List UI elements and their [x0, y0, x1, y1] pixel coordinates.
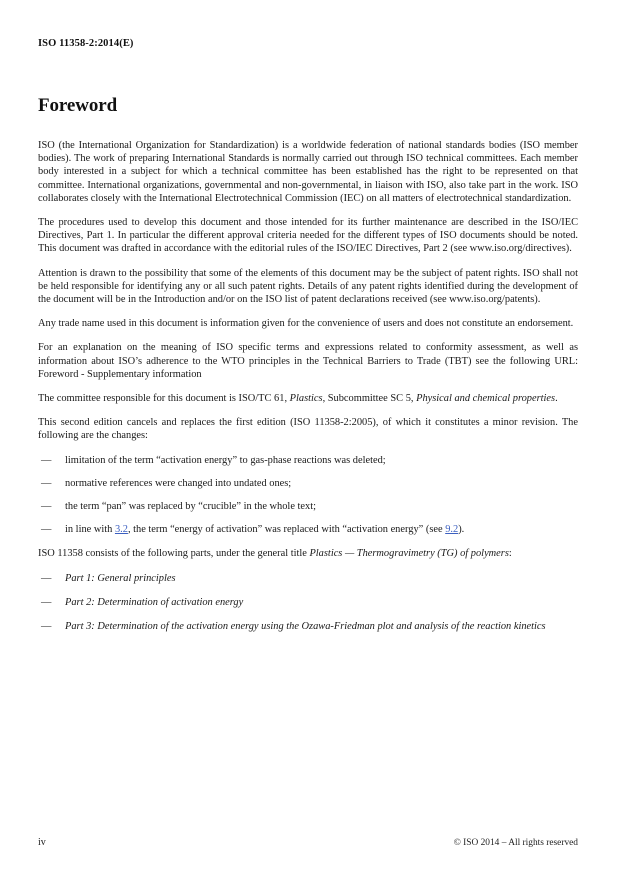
parts-intro-text-b: : — [508, 548, 512, 560]
dash-bullet-icon: — — [41, 477, 52, 489]
page-footer — [38, 837, 578, 848]
changes-list — [38, 454, 578, 537]
cross-reference-link-9-2[interactable]: 9.2 — [445, 524, 459, 536]
paragraph-parts-intro — [38, 547, 578, 560]
committee-italic-subcommittee-title: Physical and chemical properties — [416, 393, 556, 405]
page-number: iv — [38, 837, 46, 848]
cross-reference-link-3-2[interactable]: 3.2 — [114, 524, 128, 536]
paragraph-iso-description: ISO (the International Organization for Standardization) is a worldwide federation of national standards bodies (ISO member bodies). The work of preparing International Standards is normally carried out through ISO technical committees. Each member body interested in a subject for which a technical committee has been established has the right to be represented on that committee. International organizations, governmental and non-governmental, in liaison with ISO, also take part in the work. ISO collaborates closely with the International Electrotechnical Commission (IEC) on all matters of electrotechnical standardization. — [38, 140, 578, 204]
parts-intro-text-a: ISO 11358 consists of the following parts, under the general title — [38, 548, 310, 560]
change-item-text-before: in line with — [65, 524, 115, 536]
parts-intro-italic-series-title: Plastics — Thermogravimetry (TG) of polymers — [309, 548, 509, 560]
list-item — [38, 477, 578, 490]
change-item-text-mid: , the term “energy of activation” was replaced with “activation energy” (see — [127, 524, 446, 536]
paragraph-procedures: The procedures used to develop this document and those intended for its further maintenance are described in the ISO/IEC Directives, Part 1. In particular the different approval criteria needed for the different types of ISO documents should be noted. This document was drafted in accordance with the editorial rules of the ISO/IEC Directives, Part 2 (see www.iso.org/directives). — [38, 217, 578, 255]
dash-bullet-icon: — — [41, 524, 52, 536]
paragraph-trade-name: Any trade name used in this document is information given for the convenience of users and does not constitute an endorsement. — [38, 318, 574, 330]
committee-text-a: The committee responsible for this document is ISO/TC 61, — [38, 393, 290, 405]
running-head: ISO 11358-2:2014(E) — [38, 38, 134, 49]
paragraph-second-edition: This second edition cancels and replaces the first edition (ISO 11358-2:2005), of which it constitutes a minor revision. The following are the changes: — [38, 417, 578, 442]
parts-list — [38, 572, 578, 634]
list-item — [38, 572, 578, 585]
change-item-text-after: ). — [458, 524, 465, 536]
dash-bullet-icon: — — [41, 572, 52, 584]
list-item — [38, 523, 578, 536]
copyright-notice: © ISO 2014 – All rights reserved — [453, 838, 578, 848]
paragraph-patent-rights: Attention is drawn to the possibility that some of the elements of this document may be the subject of patent rights. ISO shall not be held responsible for identifying any or all such patent rights. Details of any patent rights identified during the development of the document will be in the Introduction and/or on the ISO list of patent declarations received (see www.iso.org/patents). — [38, 267, 578, 306]
committee-text-b: , Subcommittee SC 5, — [322, 393, 417, 405]
list-item — [38, 596, 578, 609]
dash-bullet-icon: — — [41, 621, 52, 633]
list-item — [38, 620, 578, 633]
committee-text-c: . — [555, 393, 558, 405]
change-item-text: the term “pan” was replaced by “crucible” in the whole text; — [65, 501, 316, 513]
part-item-text: Part 2: Determination of activation energy — [65, 596, 244, 608]
paragraph-committee-responsible — [38, 392, 578, 405]
change-item-text: limitation of the term “activation energy” to gas-phase reactions was deleted; — [65, 454, 386, 466]
change-item-text: normative references were changed into undated ones; — [65, 477, 292, 489]
committee-italic-plastics: Plastics — [289, 393, 323, 405]
paragraph-conformity-assessment: For an explanation on the meaning of ISO specific terms and expressions related to conformity assessment, as well as information about ISO’s adherence to the WTO principles in the Technical Barriers to Trade (TBT) see the following URL: Foreword - Supplementary information — [38, 342, 578, 380]
list-item — [38, 500, 578, 513]
page-title: Foreword — [38, 95, 118, 116]
dash-bullet-icon: — — [41, 454, 52, 466]
dash-bullet-icon: — — [41, 596, 52, 608]
dash-bullet-icon: — — [41, 501, 52, 513]
part-item-text: Part 3: Determination of the activation energy using the Ozawa-Friedman plot and analysis of the reaction kinetics — [65, 621, 546, 633]
list-item — [38, 454, 578, 467]
part-item-text: Part 1: General principles — [65, 572, 176, 584]
